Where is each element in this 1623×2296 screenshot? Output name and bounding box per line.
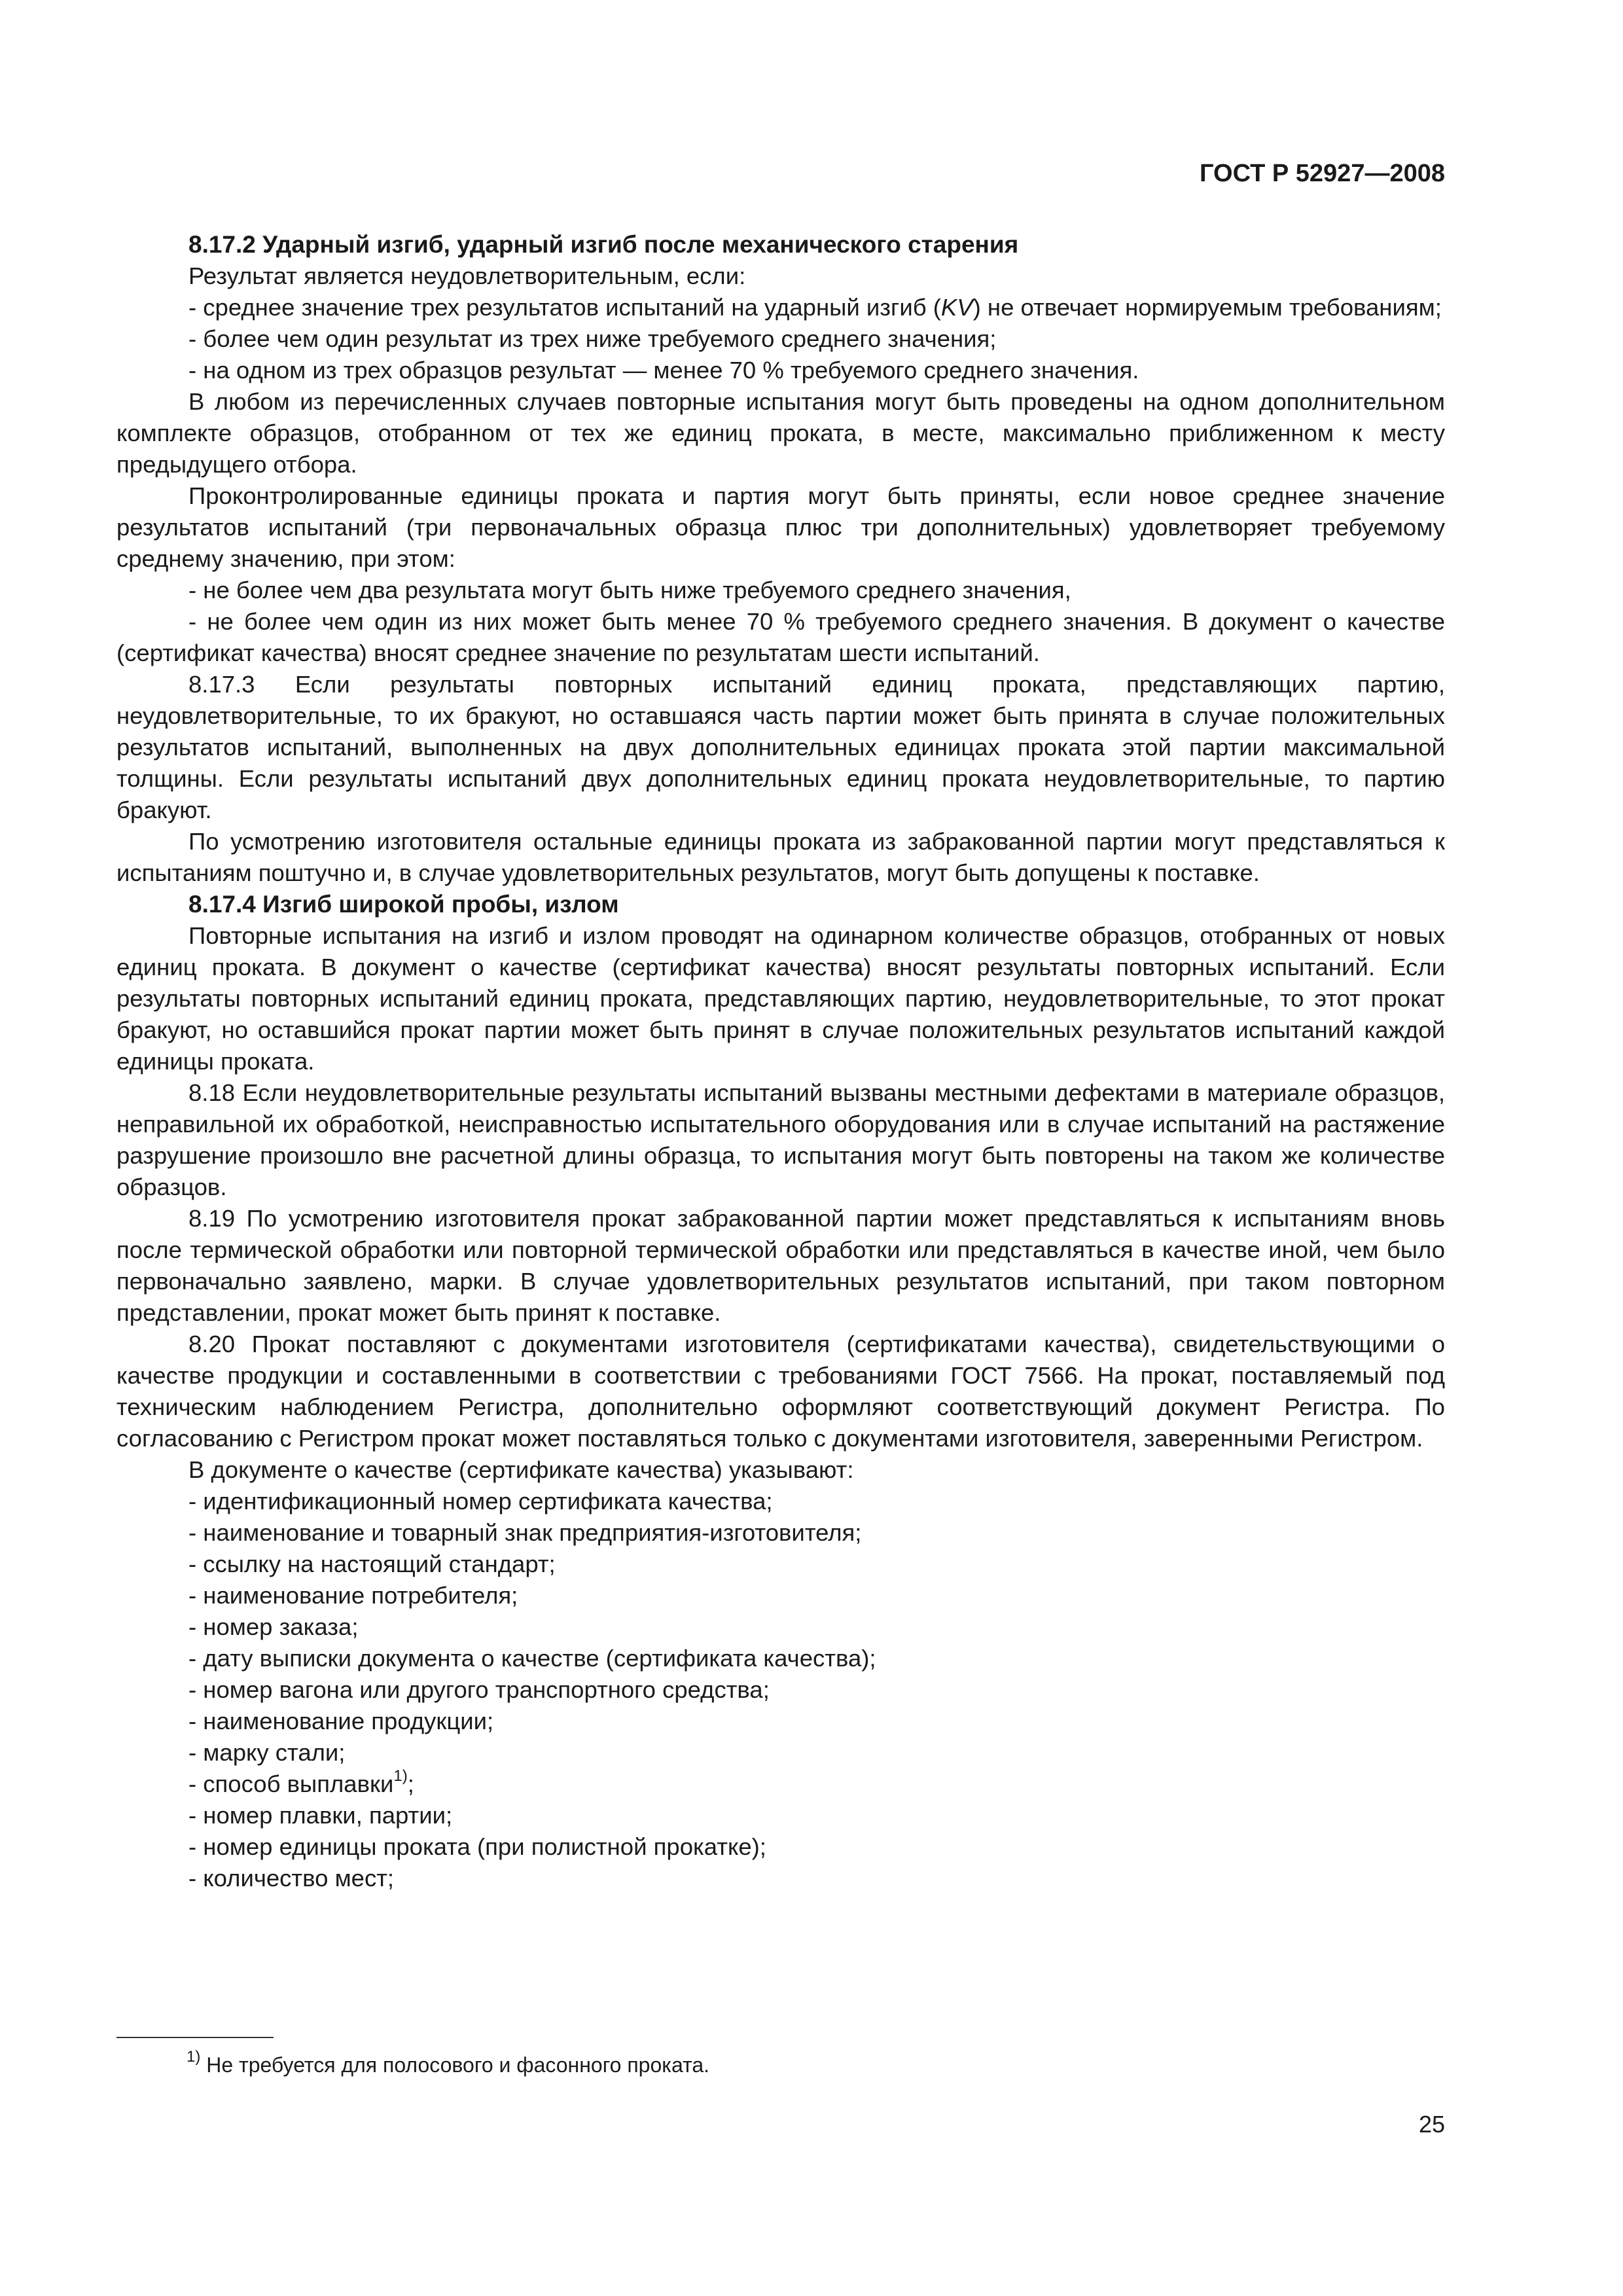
paragraph: - не более чем один из них может быть менее 70 % требуемого среднего значения. В документ о качестве (сертификат качества) вносят среднее значение по результатам шести испытаний. bbox=[116, 608, 1445, 666]
footnote-divider bbox=[116, 2037, 274, 2038]
section-heading-8-17-2: 8.17.2 Ударный изгиб, ударный изгиб после механического старения bbox=[188, 231, 1019, 258]
document-code: ГОСТ Р 52927—2008 bbox=[1200, 160, 1445, 187]
paragraph: Проконтролированные единицы проката и партия могут быть приняты, если новое среднее значение результатов испытаний (три первоначальных образца плюс три дополнительных) удовлетворяет требуемому среднему значению, при этом: bbox=[116, 482, 1445, 572]
list-item: - номер плавки, партии; bbox=[116, 1800, 1445, 1831]
kv-symbol: KV bbox=[940, 294, 973, 321]
paragraph: 8.19 По усмотрению изготовителя прокат забракованной партии может представляться к испытаниям вновь после термической обработки или повторной термической обработки или представляться в качестве иной, чем было первоначально заявлено, марки. В случае удовлетворительных результатов испытаний, при таком повторном представлении, прокат может быть принят к поставке. bbox=[116, 1205, 1445, 1326]
paragraph: - на одном из трех образцов результат — менее 70 % требуемого среднего значения. bbox=[188, 357, 1139, 384]
paragraph: Результат является неудовлетворительным, если: bbox=[188, 262, 746, 289]
paragraph: 8.20 Прокат поставляют с документами изготовителя (сертификатами качества), свидетельствующими о качестве продукции и составленными в соответствии с требованиями ГОСТ 7566. На прокат, поставляемый под техническим наблюдением Регистра, дополнительно оформляют соответствующий документ Регистра. По согласованию с Регистром прокат может поставляться только с документами изготовителя, заверенными Регистром. bbox=[116, 1331, 1445, 1452]
footnote-text: Не требуется для полосового и фасонного проката. bbox=[200, 2053, 710, 2077]
list-item: - дату выписки документа о качестве (сертификата качества); bbox=[116, 1643, 1445, 1674]
footnote-ref: 1) bbox=[393, 1767, 408, 1785]
list-item: - наименование потребителя; bbox=[116, 1580, 1445, 1611]
list-item bbox=[116, 1768, 1445, 1800]
paragraph: 8.18 Если неудовлетворительные результаты испытаний вызваны местными дефектами в материале образцов, неправильной их обработкой, неисправностью испытательного оборудования или в случае испытаний на растяжение разрушение произошло вне расчетной длины образца, то испытания могут быть повторены на таком же количестве образцов. bbox=[116, 1079, 1445, 1200]
section-heading-8-17-4: 8.17.4 Изгиб широкой пробы, излом bbox=[188, 891, 619, 918]
paragraph bbox=[116, 292, 1445, 323]
paragraph: 8.17.3 Если результаты повторных испытаний единиц проката, представляющих партию, неудовлетворительные, то их бракуют, но оставшаяся часть партии может быть принята в случае положительных результатов испытаний, выполненных на двух дополнительных единицах проката этой партии максимальной толщины. Если результаты испытаний двух дополнительных единиц проката неудовлетворительные, то партию бракуют. bbox=[116, 671, 1445, 823]
list-item: - номер заказа; bbox=[116, 1611, 1445, 1643]
list-item: - наименование продукции; bbox=[116, 1706, 1445, 1737]
text-run: способ выплавки bbox=[203, 1770, 394, 1797]
list-item: - наименование и товарный знак предприятия-изготовителя; bbox=[116, 1517, 1445, 1549]
certificate-contents-list bbox=[116, 1486, 1445, 1894]
list-item: - номер единицы проката (при полистной прокатке); bbox=[116, 1831, 1445, 1863]
paragraph: Повторные испытания на изгиб и излом проводят на одинарном количестве образцов, отобранных от новых единиц проката. В документ о качестве (сертификат качества) вносят результаты повторных испытаний. Если результаты повторных испытаний единиц проката, представляющих партию, неудовлетворительные, то этот прокат бракуют, но оставшийся прокат партии может быть принят в случае положительных результатов испытаний каждой единицы проката. bbox=[116, 922, 1445, 1075]
footnote bbox=[187, 2048, 710, 2079]
list-item: - идентификационный номер сертификата качества; bbox=[116, 1486, 1445, 1517]
list-item: - количество мест; bbox=[116, 1863, 1445, 1894]
page-number: 25 bbox=[1418, 2111, 1445, 2138]
list-item: - марку стали; bbox=[116, 1737, 1445, 1768]
footnote-mark: 1) bbox=[187, 2048, 201, 2066]
text-run: ) не отвечает нормируемым требованиям; bbox=[972, 294, 1442, 321]
paragraph: В любом из перечисленных случаев повторные испытания могут быть проведены на одном дополнительном комплекте образцов, отобранном от тех же единиц проката, в месте, максимально приближенном к месту предыдущего отбора. bbox=[116, 388, 1445, 478]
paragraph: В документе о качестве (сертификате качества) указывают: bbox=[188, 1456, 854, 1483]
document-body bbox=[116, 229, 1445, 1894]
list-item: - ссылку на настоящий стандарт; bbox=[116, 1549, 1445, 1580]
paragraph: - не более чем два результата могут быть ниже требуемого среднего значения, bbox=[188, 577, 1071, 603]
paragraph: По усмотрению изготовителя остальные единицы проката из забракованной партии могут представляться к испытаниям поштучно и, в случае удовлетворительных результатов, могут быть допущены к поставке. bbox=[116, 828, 1445, 886]
text-run: - среднее значение трех результатов испытаний на ударный изгиб ( bbox=[188, 294, 941, 321]
list-item: - номер вагона или другого транспортного средства; bbox=[116, 1674, 1445, 1706]
text-run: ; bbox=[407, 1770, 414, 1797]
paragraph: - более чем один результат из трех ниже требуемого среднего значения; bbox=[188, 325, 997, 352]
